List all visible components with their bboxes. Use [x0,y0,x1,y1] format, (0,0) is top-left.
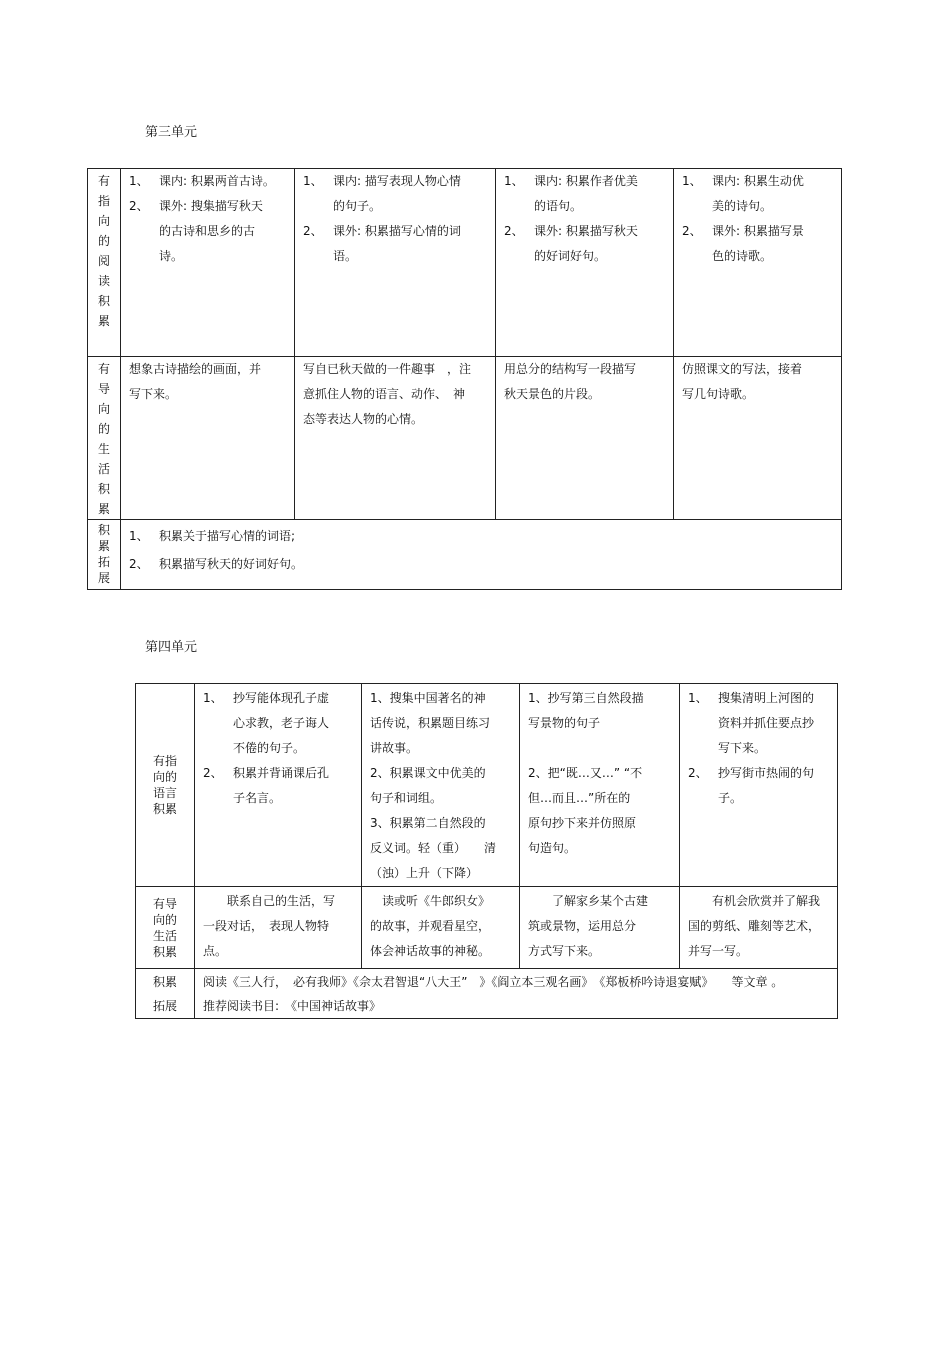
list-item: 1、 课内: 积累生动优 美的诗句。 [682,174,804,213]
unit4-table [135,683,838,1019]
unit3-row1-cell-4 [674,169,842,357]
list-item: 2、 积累描写秋天的好词好句。 [129,557,304,571]
unit3-row2-label: 有 导 向 的 生 活 积 累 [88,357,121,520]
list-item: 1、 课内: 积累两首古诗。 [129,174,275,188]
unit3-row2-cell-4: 仿照课文的写法，接着 写几句诗歌。 [674,357,842,520]
unit4-row3-label: 积累 拓展 [136,969,195,1019]
unit3-row1-cell-1 [121,169,295,357]
list-item: 1、 抄写能体现孔子虚 心求教，老子诲人 不倦的句子。 [203,691,330,755]
unit3-row1-label: 有 指 向 的 阅 读 积 累 [88,169,121,357]
list-item: 1、 搜集清明上河图的 资料并抓住要点抄 写下来。 [688,691,815,755]
unit3-row3-cell [121,520,842,590]
unit4-row3-cell: 阅读《三人行， 必有我师》《佘太君智退“八大王” 》《阎立本三观名画》 《郑板桥吟诗退宴赋》 等文章 。 推荐阅读书目: 《中国神话故事》 [195,969,838,1019]
unit4-row2-cell-4: 有机会欣赏并了解我 国的剪纸、雕刻等艺术， 并写一写。 [680,887,838,969]
unit4-title: 第四单元 [145,640,198,655]
list-item: 1、 课内: 描写表现人物心情 的句子。 [303,174,461,213]
unit3-row2-cell-3: 用总分的结构写一段描写 秋天景色的片段。 [496,357,674,520]
unit4-row1-cell-2: 1、搜集中国著名的神 话传说，积累题目练习 讲故事。 2、积累课文中优美的 句子和词组。 3、积累第二自然段的 反义词。轻（重） 清 （浊）上升（下降） [362,684,520,887]
unit4-row2-cell-1: 联系自己的生活，写 一段对话， 表现人物特 点。 [195,887,362,969]
unit4-row1-cell-1 [195,684,362,887]
list-item: 2、 抄写街市热闹的句 子。 [688,766,815,805]
unit3-row3-label: 积 累 拓 展 [88,520,121,590]
unit3-row2-cell-2: 写自已秋天做的一件趣事 ，注 意抓住人物的语言、动作、 神 态等表达人物的心情。 [295,357,496,520]
unit3-row1-cell-3 [496,169,674,357]
unit4-row1-cell-3: 1、抄写第三自然段描 写景物的句子 2、把“既…又…” “不 但…而且…”所在的 原句抄下来并仿照原 句造句。 [520,684,680,887]
list-item: 2、 课外: 积累描写秋天 的好词好句。 [504,224,638,263]
list-item: 2、 课外: 积累描写心情的词 语。 [303,224,461,263]
unit3-row2-cell-1: 想象古诗描绘的画面，并 写下来。 [121,357,295,520]
list-item: 2、 积累并背诵课后孔 子名言。 [203,766,330,805]
unit3-row1-cell-2 [295,169,496,357]
unit4-row2-cell-3: 了解家乡某个古建 筑或景物，运用总分 方式写下来。 [520,887,680,969]
unit4-row1-label: 有指 向的 语言 积累 [136,684,195,887]
list-item: 1、 课内: 积累作者优美 的语句。 [504,174,638,213]
unit4-row1-cell-4 [680,684,838,887]
list-item: 2、 课外: 搜集描写秋天 的古诗和思乡的古 诗。 [129,199,263,263]
unit4-row2-cell-2: 读或听《牛郎织女》 的故事，并观看星空， 体会神话故事的神秘。 [362,887,520,969]
unit3-title: 第三单元 [145,125,198,140]
unit4-row2-label: 有导 向的 生活 积累 [136,887,195,969]
unit3-table [87,168,842,590]
list-item: 1、 积累关于描写心情的词语; [129,529,296,543]
list-item: 2、 课外: 积累描写景 色的诗歌。 [682,224,804,263]
